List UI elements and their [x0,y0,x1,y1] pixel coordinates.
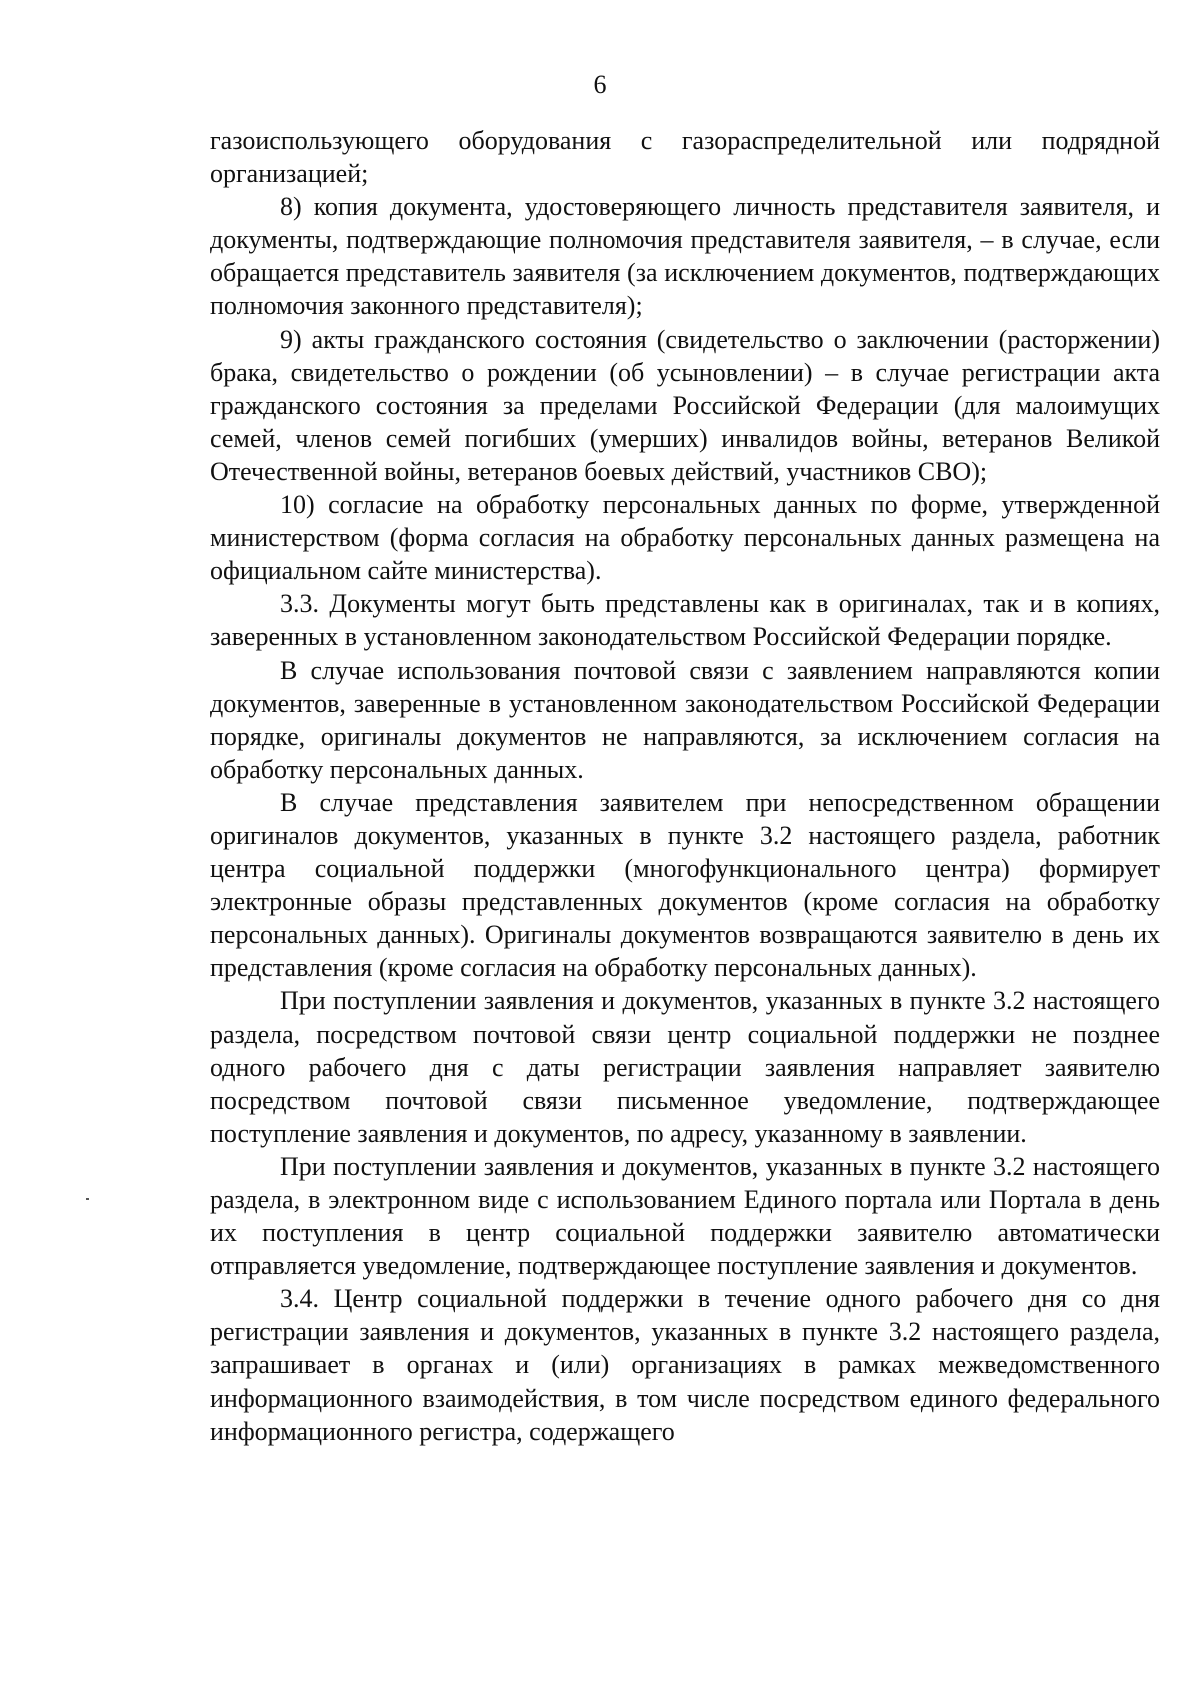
paragraph-postal-copies: В случае использования почтовой связи с заявлением направляются копии документов, заверенные в установленном законодательством Российской Федерации порядке, оригиналы документов не направляются, за исключением согласия на обработку персональных данных. [210,655,1160,784]
scan-speck [86,1198,89,1200]
paragraph-item-9: 9) акты гражданского состояния (свидетельство о заключении (расторжении) брака, свидетельство о рождении (об усыновлении) – в случае регистрации акта гражданского состояния за пределами Российской Федерации (для малоимущих семей, членов семей погибших (умерших) инвалидов войны, ветеранов Великой Отечественной войны, ветеранов боевых действий, участников СВО); [210,324,1160,486]
paragraph-section-3-3: 3.3. Документы могут быть представлены как в оригиналах, так и в копиях, заверенных в установленном законодательством Российской Федерации порядке. [210,589,1160,652]
page-number: 6 [593,70,607,99]
paragraph-electronic-notification: При поступлении заявления и документов, указанных в пункте 3.2 настоящего раздела, в электронном виде с использованием Единого портала или Портала в день их поступления в центр социальной поддержки заявителю автоматически отправляется уведомление, подтверждающее поступление заявления и документов. [210,1151,1160,1281]
paragraph-section-3-4: 3.4. Центр социальной поддержки в течение одного рабочего дня со дня регистрации заявления и документов, указанных в пункте 3.2 настоящего раздела, запрашивает в органах и (или) организациях в рамках межведомственного информационного взаимодействия, в том числе посредством единого федерального информационного регистра, содержащего [210,1284,1160,1446]
paragraph-item-8: 8) копия документа, удостоверяющего личность представителя заявителя, и документы, подтверждающие полномочия представителя заявителя, – в случае, если обращается представитель заявителя (за исключением документов, подтверждающих полномочия законного представителя); [210,192,1160,321]
document-body [210,124,1160,1448]
paragraph-item-10: 10) согласие на обработку персональных данных по форме, утвержденной министерством (форма согласия на обработку персональных данных размещена на официальном сайте министерства). [210,490,1160,586]
paragraph-postal-notification: При поступлении заявления и документов, указанных в пункте 3.2 настоящего раздела, посредством почтовой связи центр социальной поддержки не позднее одного рабочего дня с даты регистрации заявления направляет заявителю посредством почтовой связи письменное уведомление, подтверждающее поступление заявления и документов, по адресу, указанному в заявлении. [210,986,1160,1148]
paragraph-direct-submission: В случае представления заявителем при непосредственном обращении оригиналов документов, указанных в пункте 3.2 настоящего раздела, работник центра социальной поддержки (многофункционального центра) формирует электронные образы представленных документов (кроме согласия на обработку персональных данных). Оригиналы документов возвращаются заявителю в день их представления (кроме согласия на обработку персональных данных). [210,787,1160,983]
paragraph-continuation: газоиспользующего оборудования с газораспределительной или подрядной организацией; [210,126,1160,189]
